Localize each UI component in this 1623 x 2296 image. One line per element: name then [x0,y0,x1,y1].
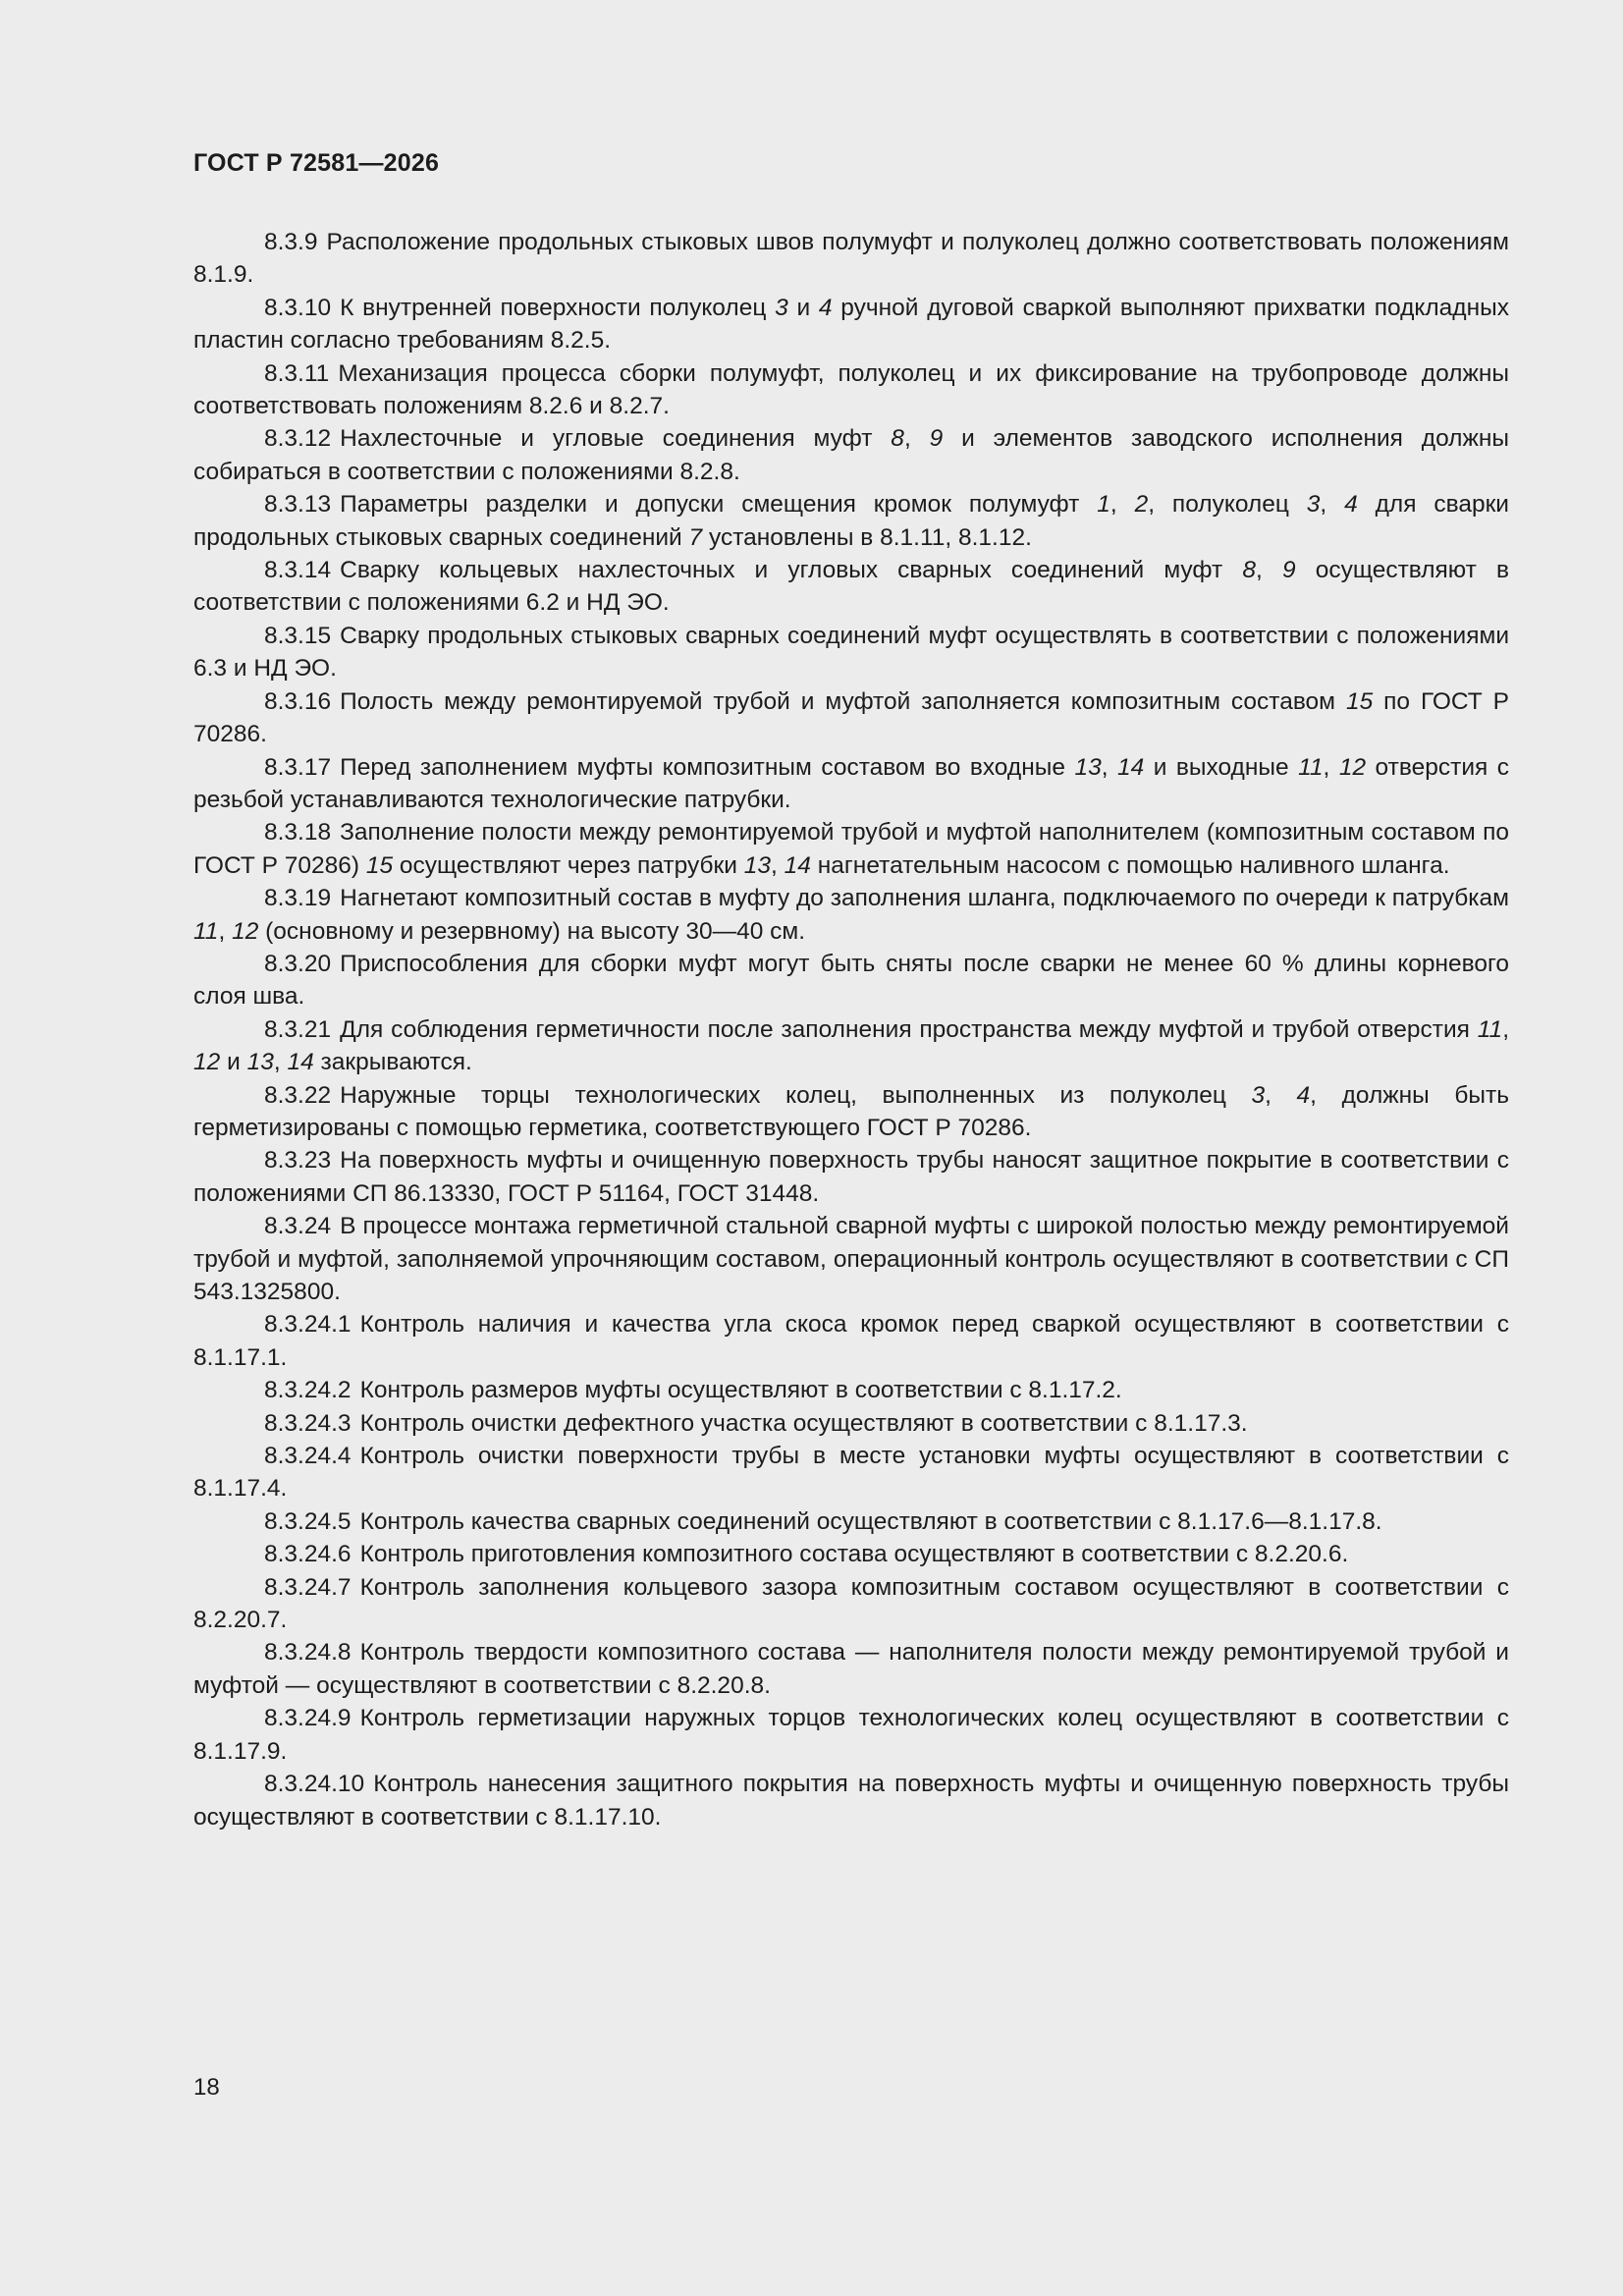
clause-paragraph [193,1144,1509,1210]
clause-text: Наружные торцы технологических колец, выполненных из полуколец [340,1081,1252,1109]
clause-number: 8.3.22 [264,1081,332,1109]
figure-item-number: 14 [287,1049,314,1076]
page-number: 18 [193,2074,220,2101]
clause-number: 8.3.12 [264,425,332,453]
clause-text: Нагнетают композитный состав в муфту до заполнения шланга, подключаемого по очереди к патрубкам [340,885,1509,912]
figure-item-number: 14 [784,851,811,879]
figure-item-number: 13 [1074,753,1102,781]
clause-paragraph [193,1768,1509,1833]
clause-text: отверстия с резьбой устанавливаются технологические патрубки. [193,753,1509,813]
clause-number: 8.3.16 [264,687,332,715]
clause-number: 8.3.20 [264,950,332,977]
clause-text: осуществляют в соответствии с положениями 6.2 и НД ЭО. [193,557,1509,617]
document-body [193,226,1509,1833]
clause-text: Параметры разделки и допуски смещения кромок полумуфт [340,491,1098,519]
clause-text: , [1101,753,1117,781]
clause-text: Перед заполнением муфты композитным составом во входные [340,753,1075,781]
clause-paragraph [193,751,1509,817]
figure-item-number: 8 [1242,557,1257,584]
clause-text: , [1256,557,1282,584]
clause-number: 8.3.18 [264,819,332,847]
clause-number: 8.3.24 [264,1213,332,1240]
clause-number: 8.3.19 [264,885,332,912]
clause-number: 8.3.24.1 [264,1311,352,1339]
clause-text: , [1109,491,1135,519]
figure-item-number: 3 [1306,491,1321,519]
clause-paragraph [193,292,1509,357]
clause-text: и элементов заводского исполнения должны собираться в соответствии с положениями 8.2.8. [193,425,1509,485]
clause-paragraph [193,1374,1509,1406]
clause-text: Расположение продольных стыковых швов полумуфт и полуколец должно соответствовать положениям 8.1.9. [193,229,1509,289]
clause-text: Контроль приготовления композитного состава осуществляют в соответствии с 8.2.20.6. [359,1541,1349,1568]
clause-text: Контроль заполнения кольцевого зазора композитным составом осуществляют в соответствии с 8.2.20.7. [193,1573,1509,1634]
clause-text: Контроль нанесения защитного покрытия на поверхность муфты и очищенную поверхность трубы осуществляют в соответствии с 8.1.17.10. [193,1771,1509,1831]
figure-item-number: 4 [1344,491,1358,519]
clause-text: осуществляют через патрубки [393,851,744,879]
figure-item-number: 13 [743,851,772,879]
clause-text: нагнетательным насосом с помощью наливного шланга. [810,851,1450,879]
clause-paragraph [193,816,1509,882]
clause-paragraph [193,226,1509,292]
clause-text: Контроль наличия и качества угла скоса кромок перед сваркой осуществляют в соответствии с 8.1.17.1. [193,1311,1509,1371]
clause-paragraph [193,620,1509,685]
clause-text: и выходные [1144,753,1299,781]
clause-number: 8.3.24.7 [264,1573,352,1601]
clause-number: 8.3.11 [264,359,330,387]
clause-number: 8.3.17 [264,753,332,781]
figure-item-number: 15 [365,851,394,879]
clause-text: закрываются. [313,1049,472,1076]
clause-text: , [1502,1015,1509,1043]
clause-paragraph [193,488,1509,554]
clause-text: Полость между ремонтируемой трубой и муфтой заполняется композитным составом [340,687,1346,715]
clause-number: 8.3.24.5 [264,1507,352,1535]
clause-paragraph [193,1013,1509,1079]
clause-text: и [787,294,819,321]
clause-number: 8.3.24.10 [264,1771,365,1798]
clause-paragraph [193,1702,1509,1768]
clause-text: Контроль качества сварных соединений осуществляют в соответствии с 8.1.17.6—8.1.17.8. [359,1507,1382,1535]
figure-item-number: 14 [1116,753,1145,781]
clause-paragraph [193,357,1509,423]
figure-item-number: 8 [891,425,904,453]
clause-text: и [220,1049,247,1076]
clause-paragraph [193,1308,1509,1374]
clause-text: ручной дуговой сваркой выполняют прихватки подкладных пластин согласно требованиям 8.2.5. [193,294,1509,355]
clause-text: На поверхность муфты и очищенную поверхность трубы наносят защитное покрытие в соответствии с положениями СП 86.13330, ГОСТ Р 51164, ГОСТ 31448. [193,1147,1509,1207]
clause-number: 8.3.13 [264,491,332,519]
clause-text: (основному и резервному) на высоту 30—40 см. [258,917,806,945]
clause-text: Контроль очистки поверхности трубы в месте установки муфты осуществляют в соответствии с 8.1.17.4. [193,1443,1509,1503]
clause-text: , [273,1049,288,1076]
figure-item-number: 7 [688,523,703,551]
clause-number: 8.3.15 [264,622,332,649]
clause-text: В процессе монтажа герметичной стальной сварной муфты с широкой полостью между ремонтируемой трубой и муфтой, заполняемой упрочняющим составом, операционный контроль осуществляют в соответствии с СП 543.1325800. [193,1213,1509,1305]
clause-number: 8.3.24.3 [264,1409,352,1437]
clause-paragraph [193,1079,1509,1145]
clause-text: , [1265,1081,1297,1109]
figure-item-number: 2 [1134,491,1149,519]
figure-item-number: 3 [1251,1081,1266,1109]
clause-number: 8.3.24.8 [264,1639,352,1667]
clause-text: Сварку кольцевых нахлесточных и угловых сварных соединений муфт [340,557,1243,584]
clause-text: К внутренней поверхности полуколец [340,294,776,321]
clause-text: Контроль очистки дефектного участка осуществляют в соответствии с 8.1.17.3. [359,1409,1248,1437]
clause-paragraph [193,554,1509,620]
figure-item-number: 11 [1477,1015,1503,1043]
clause-paragraph [193,422,1509,488]
figure-item-number: 3 [775,294,788,321]
figure-item-number: 9 [1281,557,1296,584]
figure-item-number: 12 [1338,753,1367,781]
clause-text: для сварки продольных стыковых сварных соединений [193,491,1509,551]
figure-item-number: 1 [1097,491,1110,519]
clause-paragraph [193,1538,1509,1570]
clause-text: , полуколец [1148,491,1307,519]
clause-text: Заполнение полости между ремонтируемой трубой и муфтой наполнителем (композитным составом по ГОСТ Р 70286) [193,819,1509,879]
clause-text: Контроль размеров муфты осуществляют в соответствии с 8.1.17.2. [359,1377,1122,1404]
clause-text: , должны быть герметизированы с помощью герметика, соответствующего ГОСТ Р 70286. [193,1081,1509,1141]
clause-number: 8.3.24.6 [264,1541,352,1568]
figure-item-number: 4 [1296,1081,1311,1109]
clause-number: 8.3.14 [264,557,332,584]
figure-item-number: 12 [232,917,259,945]
clause-paragraph [193,1571,1509,1637]
clause-number: 8.3.21 [264,1015,332,1043]
clause-text: Нахлесточные и угловые соединения муфт [340,425,892,453]
clause-paragraph [193,685,1509,751]
figure-item-number: 12 [193,1049,221,1076]
clause-number: 8.3.24.2 [264,1377,352,1404]
figure-item-number: 15 [1345,687,1374,715]
clause-text: , [1320,491,1345,519]
clause-number: 8.3.9 [264,229,318,255]
figure-item-number: 11 [193,917,219,945]
clause-number: 8.3.23 [264,1147,332,1175]
clause-text: по ГОСТ Р 70286. [193,687,1509,748]
clause-paragraph [193,882,1509,948]
clause-text: Сварку продольных стыковых сварных соединений муфт осуществлять в соответствии с положениями 6.3 и НД ЭО. [193,622,1509,683]
clause-text: установлены в 8.1.11, 8.1.12. [702,523,1032,551]
clause-text: Приспособления для сборки муфт могут быть сняты после сварки не менее 60 % длины корневого слоя шва. [193,950,1509,1011]
clause-paragraph [193,1440,1509,1505]
clause-text: Контроль твердости композитного состава — наполнителя полости между ремонтируемой трубой и муфтой — осуществляют в соответствии с 8.2.20.8. [193,1639,1509,1699]
clause-number: 8.3.24.9 [264,1705,352,1732]
clause-text: Контроль герметизации наружных торцов технологических колец осуществляют в соответствии с 8.1.17.9. [193,1705,1509,1765]
clause-text: Для соблюдения герметичности после заполнения пространства между муфтой и трубой отверстия [340,1015,1478,1043]
figure-item-number: 13 [246,1049,274,1076]
clause-text: , [1323,753,1339,781]
figure-item-number: 11 [1298,753,1324,781]
clause-text: , [771,851,784,879]
clause-paragraph [193,1407,1509,1440]
clause-text: Механизация процесса сборки полумуфт, полуколец и их фиксирование на трубопроводе должны соответствовать положениям 8.2.6 и 8.2.7. [193,359,1509,420]
clause-paragraph [193,948,1509,1013]
clause-text: , [218,917,233,945]
clause-paragraph [193,1210,1509,1308]
clause-paragraph [193,1636,1509,1702]
clause-text: , [903,425,930,453]
clause-number: 8.3.10 [264,294,332,321]
figure-item-number: 9 [929,425,944,453]
clause-number: 8.3.24.4 [264,1443,352,1470]
standard-designation: ГОСТ Р 72581—2026 [193,149,440,177]
figure-item-number: 4 [818,294,833,321]
clause-paragraph [193,1505,1509,1538]
